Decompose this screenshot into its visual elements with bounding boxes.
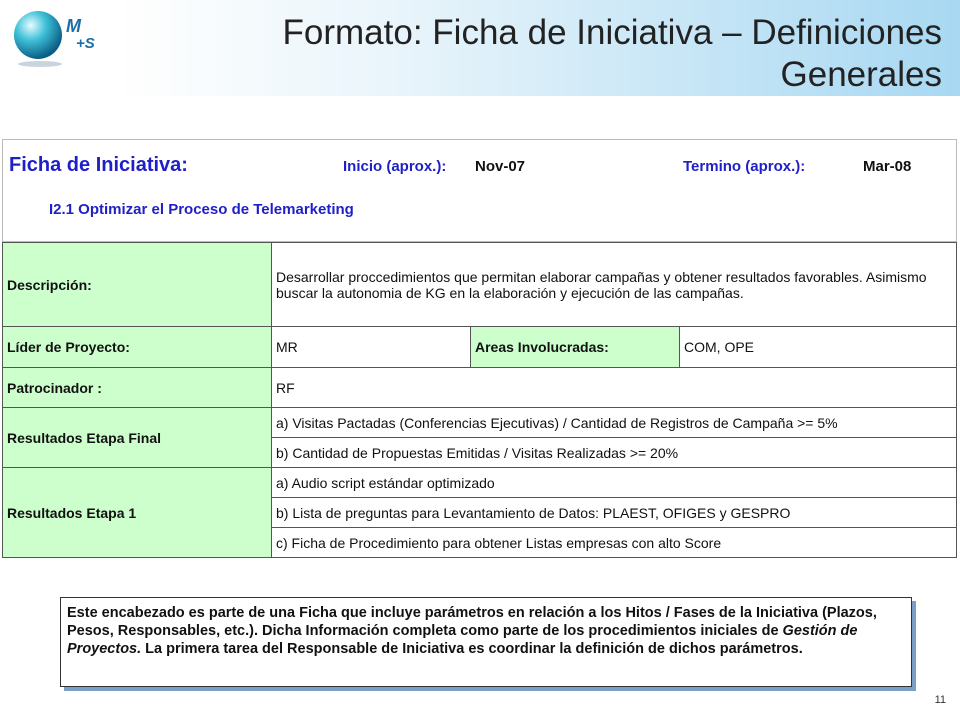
inicio-label: Inicio (aprox.): <box>343 158 447 175</box>
logo <box>10 8 110 68</box>
resultados-etapa1-a: a) Audio script estándar optimizado <box>272 468 957 498</box>
areas-value: COM, OPE <box>680 327 957 368</box>
table-row <box>3 468 957 498</box>
note-text-italic: Gestión de Proyectos. <box>67 623 858 657</box>
slide-title: Formato: Ficha de Iniciativa – Definiciones Generales <box>282 13 942 94</box>
iniciativa-title: I2.1 Optimizar el Proceso de Telemarketing <box>49 201 354 218</box>
table-row <box>3 243 957 327</box>
ficha-table <box>2 242 957 558</box>
lider-value: MR <box>272 327 471 368</box>
note-text-part2: La primera tarea del Responsable de Iniciativa es coordinar la definición de dichos parámetros. <box>141 641 803 657</box>
inicio-value: Nov-07 <box>475 158 526 175</box>
descripcion-value: Desarrollar proccedimientos que permitan elaborar campañas y obtener resultados favorables. Asimismo buscar la autonomia de KG en la elaboración y ejecución de las campañas. <box>272 243 957 327</box>
resultados-final-a: a) Visitas Pactadas (Conferencias Ejecutivas) / Cantidad de Registros de Campaña >= 5% <box>272 408 957 438</box>
resultados-etapa1-label: Resultados Etapa 1 <box>3 468 272 558</box>
patrocinador-label: Patrocinador : <box>3 368 272 408</box>
resultados-etapa1-c: c) Ficha de Procedimiento para obtener Listas empresas con alto Score <box>272 528 957 558</box>
termino-label: Termino (aprox.): <box>683 158 806 175</box>
table-row <box>3 368 957 408</box>
descripcion-label: Descripción: <box>3 243 272 327</box>
ficha-document <box>0 139 960 569</box>
resultados-final-b: b) Cantidad de Propuestas Emitidas / Visitas Realizadas >= 20% <box>272 438 957 468</box>
note-box <box>60 597 912 687</box>
resultados-etapa1-b: b) Lista de preguntas para Levantamiento de Datos: PLAEST, OFIGES y GESPRO <box>272 498 957 528</box>
table-row <box>3 327 957 368</box>
termino-value: Mar-08 <box>863 158 912 175</box>
svg-text:+S: +S <box>76 35 95 52</box>
note-text-part1: Este encabezado es parte de una Ficha que incluye parámetros en relación a los Hitos / Fases de la Iniciativa (Plazos, Pesos, Responsables, etc.). Dicha Información completa como parte de los procedimientos iniciales de <box>67 605 877 639</box>
patrocinador-value: RF <box>272 368 957 408</box>
areas-label: Areas Involucradas: <box>471 327 680 368</box>
lider-label: Líder de Proyecto: <box>3 327 272 368</box>
resultados-final-label: Resultados Etapa Final <box>3 408 272 468</box>
page-number: 11 <box>934 694 946 706</box>
ficha-header <box>2 139 957 242</box>
ficha-heading: Ficha de Iniciativa: <box>9 154 188 176</box>
table-row <box>3 408 957 438</box>
svg-text:M: M <box>66 16 81 36</box>
